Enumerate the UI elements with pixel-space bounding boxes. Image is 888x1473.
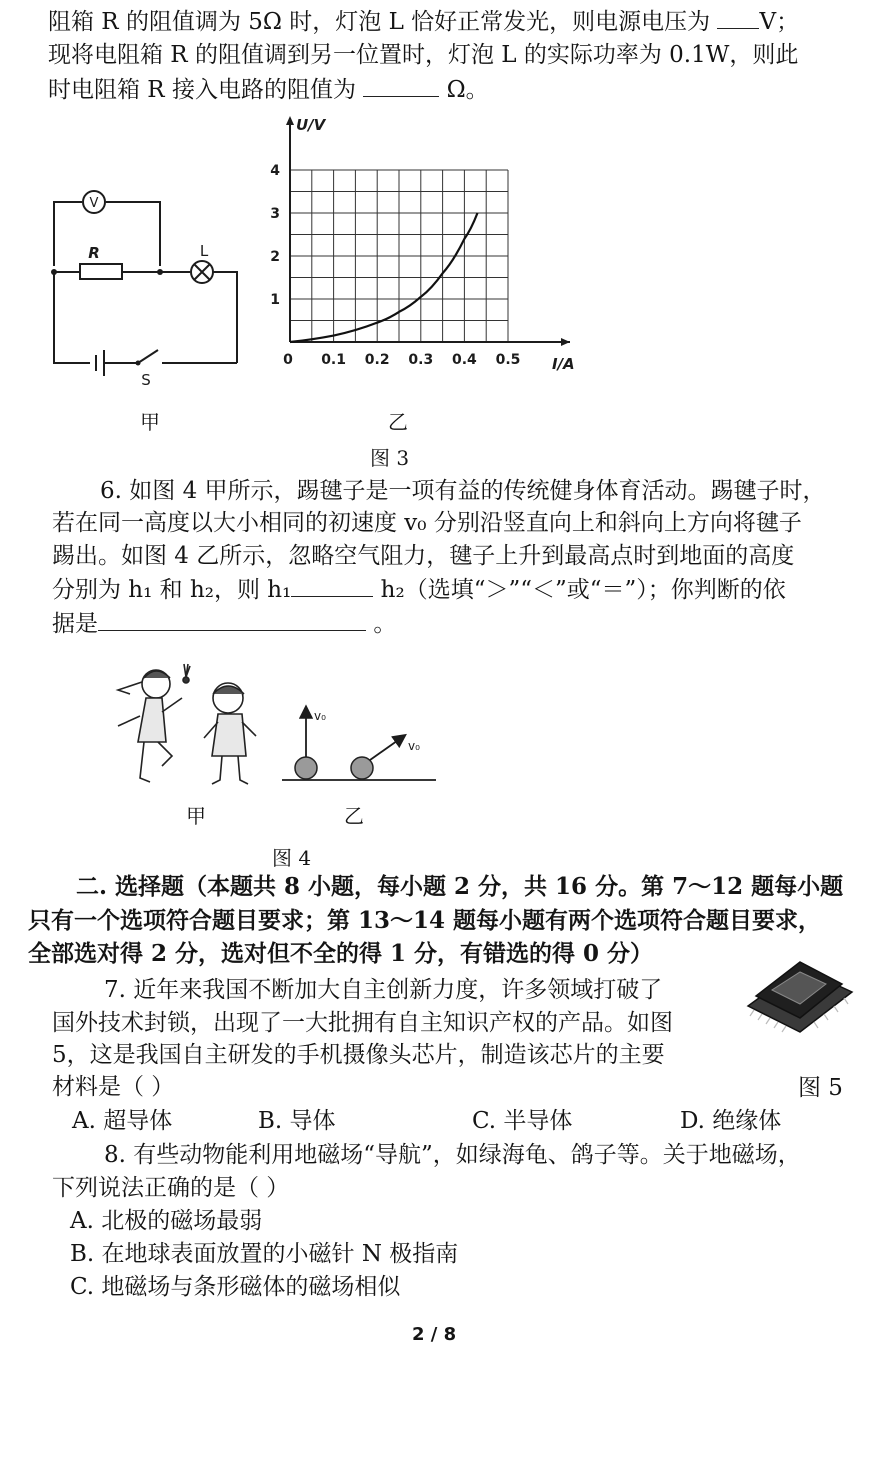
q5-line1-text: 阻箱 R 的阻值调为 5Ω 时，灯泡 L 恰好正常发光，则电源电压为 xyxy=(48,9,711,35)
section2-line2: 只有一个选项符合题目要求；第 13～14 题每小题有两个选项符合题目要求， xyxy=(28,907,822,934)
q6-line4-text: 分别为 h₁ 和 h₂，则 h₁ xyxy=(52,577,292,603)
q5-voltage-blank[interactable] xyxy=(717,6,759,29)
x-tick-label: 0.2 xyxy=(364,352,390,368)
slant-velocity-arrow xyxy=(370,736,404,760)
q6-line4-rest: h₂（选填“＞”“＜”或“＝”）；你判断的依 xyxy=(380,577,786,603)
fig4-caption: 图 4 xyxy=(272,846,312,870)
q5-line3-unit: Ω。 xyxy=(446,77,489,103)
q6-line5 xyxy=(52,608,396,639)
section2-line1: 二. 选择题（本题共 8 小题，每小题 2 分，共 16 分。第 7～12 题每小题 xyxy=(76,873,844,900)
v0-label-slant: v₀ xyxy=(408,739,420,753)
q7-option-d[interactable]: D. 绝缘体 xyxy=(680,1108,782,1134)
v0-label-up: v₀ xyxy=(314,709,326,723)
ui-graph xyxy=(262,110,592,385)
q7-option-a[interactable]: A. 超导体 xyxy=(72,1108,173,1134)
q8-line2: 下列说法正确的是（ ） xyxy=(52,1175,290,1201)
resistor-label: R xyxy=(88,244,100,262)
fig4-label-right: 乙 xyxy=(344,804,364,828)
graph-axes xyxy=(286,116,570,346)
q6-line5-end: 。 xyxy=(373,611,397,637)
fig5-caption: 图 5 xyxy=(798,1075,843,1101)
x-tick-label: 0 xyxy=(283,352,293,368)
voltmeter-label: V xyxy=(89,196,99,211)
q6-line5-text: 据是 xyxy=(52,611,98,637)
y-tick-label: 4 xyxy=(270,163,280,179)
y-tick-label: 1 xyxy=(270,292,280,308)
q5-line1 xyxy=(48,6,799,37)
launch-direction-diagram xyxy=(282,696,442,788)
q6-compare-blank[interactable] xyxy=(291,574,373,597)
q6-reason-blank[interactable] xyxy=(98,608,366,631)
q6-line2: 若在同一高度以大小相同的初速度 v₀ 分别沿竖直向上和斜向上方向将毽子 xyxy=(52,510,802,536)
q7-line4: 材料是（ ） xyxy=(52,1074,175,1100)
q7-option-c[interactable]: C. 半导体 xyxy=(472,1108,573,1134)
q6-line1: 6. 如图 4 甲所示，踢毽子是一项有益的传统健身体育活动。踢毽子时， xyxy=(100,478,826,504)
x-tick-label: 0.1 xyxy=(321,352,347,368)
y-tick-label: 2 xyxy=(270,249,280,265)
circuit-diagram xyxy=(40,180,260,400)
q8-option-b[interactable]: B. 在地球表面放置的小磁针 N 极指南 xyxy=(70,1241,459,1267)
page-number: 2 / 8 xyxy=(412,1324,457,1345)
fig3-label-right: 乙 xyxy=(388,410,408,434)
camera-chip-illustration xyxy=(734,948,862,1040)
x-tick-label: 0.5 xyxy=(495,352,521,368)
fig3-label-left: 甲 xyxy=(140,410,160,434)
y-axis-arrow xyxy=(286,116,294,125)
x-axis-label: I/A xyxy=(552,355,575,373)
q7-option-b[interactable]: B. 导体 xyxy=(258,1108,336,1134)
q8-option-a[interactable]: A. 北极的磁场最弱 xyxy=(70,1208,263,1234)
x-axis-arrow xyxy=(561,338,570,346)
q5-line1-unit: V； xyxy=(759,9,800,35)
switch-label: S xyxy=(141,371,151,389)
shuttlecock-slant xyxy=(351,757,373,779)
fig3-caption: 图 3 xyxy=(370,446,410,470)
q8-line1: 8. 有些动物能利用地磁场“导航”，如绿海龟、鸽子等。关于地磁场， xyxy=(104,1142,801,1168)
q7-line1: 7. 近年来我国不断加大自主创新力度，许多领域打破了 xyxy=(104,977,663,1003)
y-tick-label: 3 xyxy=(270,206,280,222)
lamp-label: L xyxy=(199,242,209,260)
q5-line3-text: 时电阻箱 R 接入电路的阻值为 xyxy=(48,77,356,103)
q8-option-c[interactable]: C. 地磁场与条形磁体的磁场相似 xyxy=(70,1274,401,1300)
y-axis-label: U/V xyxy=(296,116,326,134)
x-tick-label: 0.4 xyxy=(451,352,477,368)
q7-line3: 5，这是我国自主研发的手机摄像头芯片，制造该芯片的主要 xyxy=(52,1042,665,1068)
q5-resistance-blank[interactable] xyxy=(363,74,439,97)
graph-grid xyxy=(290,170,508,342)
chip-body xyxy=(748,962,852,1032)
graph-ticks xyxy=(270,163,520,368)
x-tick-label: 0.3 xyxy=(408,352,434,368)
q5-line3 xyxy=(48,74,489,105)
shuttlecock-vertical xyxy=(295,757,317,779)
kids-kicking-illustration xyxy=(100,652,265,792)
q5-line2: 现将电阻箱 R 的阻值调到另一位置时，灯泡 L 的实际功率为 0.1W，则此 xyxy=(48,42,799,68)
fig4-label-left: 甲 xyxy=(186,804,206,828)
q7-line2: 国外技术封锁，出现了一大批拥有自主知识产权的产品。如图 xyxy=(52,1010,673,1036)
section2-line3: 全部选对得 2 分，选对但不全的得 1 分，有错选的得 0 分） xyxy=(28,940,654,967)
q6-line3: 踢出。如图 4 乙所示，忽略空气阻力，毽子上升到最高点时到地面的高度 xyxy=(52,543,795,569)
q6-line4 xyxy=(52,574,786,605)
